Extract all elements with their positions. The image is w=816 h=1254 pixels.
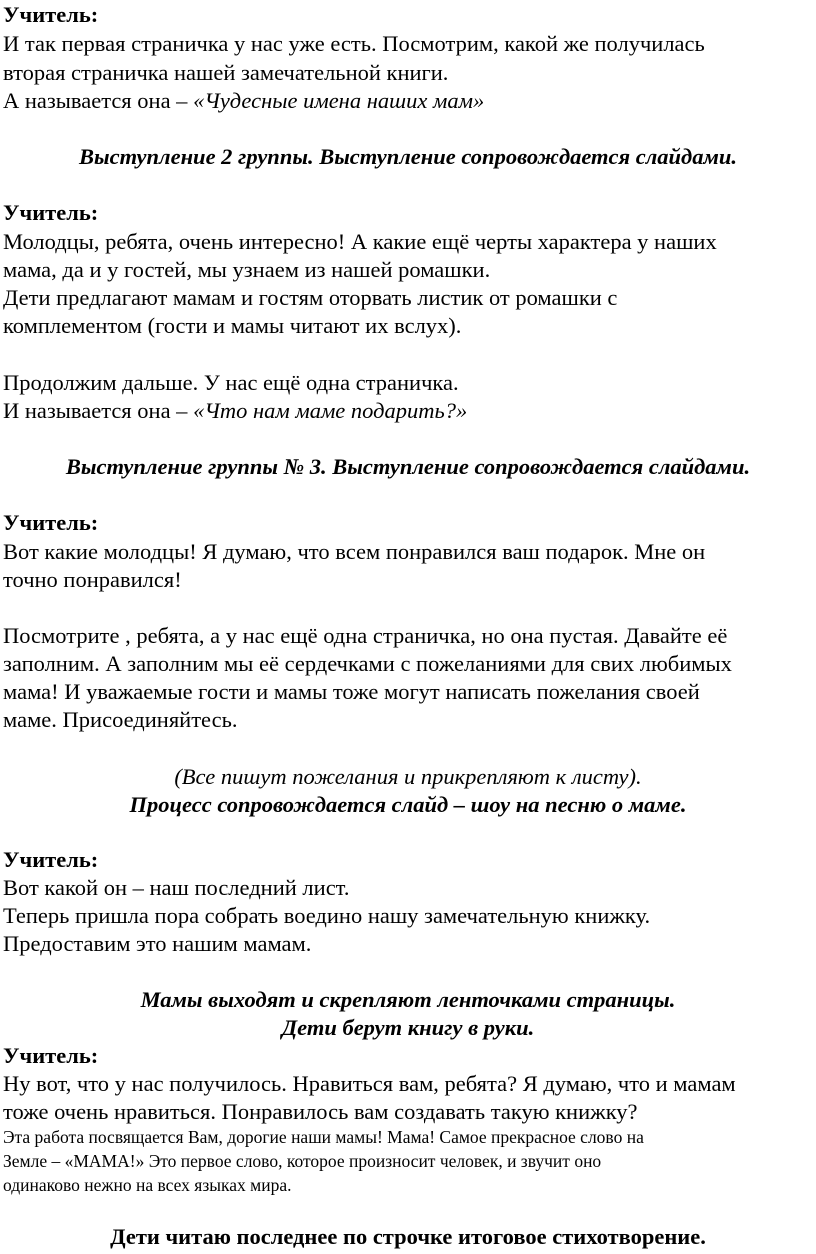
speaker-label-2: Учитель: — [3, 200, 99, 225]
paragraph-line: Ну вот, что у нас получилось. Нравиться вам, ребята? Я думаю, что и мамам — [3, 1071, 736, 1096]
speaker-label-1: Учитель: — [3, 2, 99, 27]
dedication-line: Земле – «МАМА!» Это первое слово, которое произносит человек, и звучит оно — [3, 1151, 602, 1171]
page-title-quote: «Что нам маме подарить?» — [193, 398, 468, 423]
paragraph-line: вторая страничка нашей замечательной книги. — [3, 60, 449, 85]
paragraph-line: тоже очень нравиться. Понравилось вам создавать такую книжку? — [3, 1099, 638, 1124]
paragraph-line: Дети предлагают мамам и гостям оторвать листик от ромашки с — [3, 285, 618, 310]
line-text: И называется она – — [3, 398, 194, 423]
page-title-quote: «Чудесные имена наших мам» — [193, 88, 485, 113]
paragraph-line — [3, 396, 812, 425]
stage-direction: Выступление группы № 3. Выступление сопровождается слайдами. — [65, 454, 751, 479]
speaker-label-4: Учитель: — [3, 847, 99, 872]
paragraph-line: Посмотрите , ребята, а у нас ещё одна страничка, но она пустая. Давайте её — [3, 623, 728, 648]
stage-direction: Мамы выходят и скрепляют ленточками страницы. — [140, 987, 676, 1012]
line-text: А называется она – — [3, 88, 194, 113]
paragraph-line: комплементом (гости и мамы читают их вслух). — [3, 313, 462, 338]
stage-direction-note: (Все пишут пожелания и прикрепляют к листу). — [174, 764, 642, 789]
dedication-line: Эта работа посвящается Вам, дорогие наши мамы! Мама! Самое прекрасное слово на — [3, 1127, 644, 1147]
speaker-label-3: Учитель: — [3, 510, 99, 535]
paragraph-line: маме. Присоединяйтесь. — [3, 707, 238, 732]
stage-direction: Процесс сопровождается слайд – шоу на песню о маме. — [129, 792, 687, 817]
paragraph-line: Предоставим это нашим мамам. — [3, 931, 312, 956]
paragraph-line: Молодцы, ребята, очень интересно! А какие ещё черты характера у наших — [3, 229, 717, 254]
paragraph-line: мама! И уважаемые гости и мамы тоже могут написать пожелания своей — [3, 679, 700, 704]
stage-direction: Дети берут книгу в руки. — [281, 1015, 535, 1040]
speaker-label-5: Учитель: — [3, 1043, 99, 1068]
paragraph-line: мама, да и у гостей, мы узнаем из нашей ромашки. — [3, 257, 491, 282]
paragraph-line: Продолжим дальше. У нас ещё одна страничка. — [3, 370, 459, 395]
dedication-line: одинаково нежно на всех языках мира. — [3, 1175, 292, 1195]
paragraph-line: Вот какие молодцы! Я думаю, что всем понравился ваш подарок. Мне он — [3, 539, 706, 564]
paragraph-line: точно понравился! — [3, 567, 182, 592]
paragraph-line — [3, 86, 812, 115]
final-stage-direction: Дети читаю последнее по строчке итоговое стихотворение. — [110, 1224, 706, 1249]
stage-direction: Выступление 2 группы. Выступление сопровождается слайдами. — [78, 144, 738, 169]
paragraph-line: Вот какой он – наш последний лист. — [3, 875, 350, 900]
paragraph-line: Теперь пришла пора собрать воедино нашу замечательную книжку. — [3, 903, 651, 928]
paragraph-line: И так первая страничка у нас уже есть. Посмотрим, какой же получилась — [3, 31, 705, 56]
paragraph-line: заполним. А заполним мы её сердечками с пожеланиями для свих любимых — [3, 651, 732, 676]
